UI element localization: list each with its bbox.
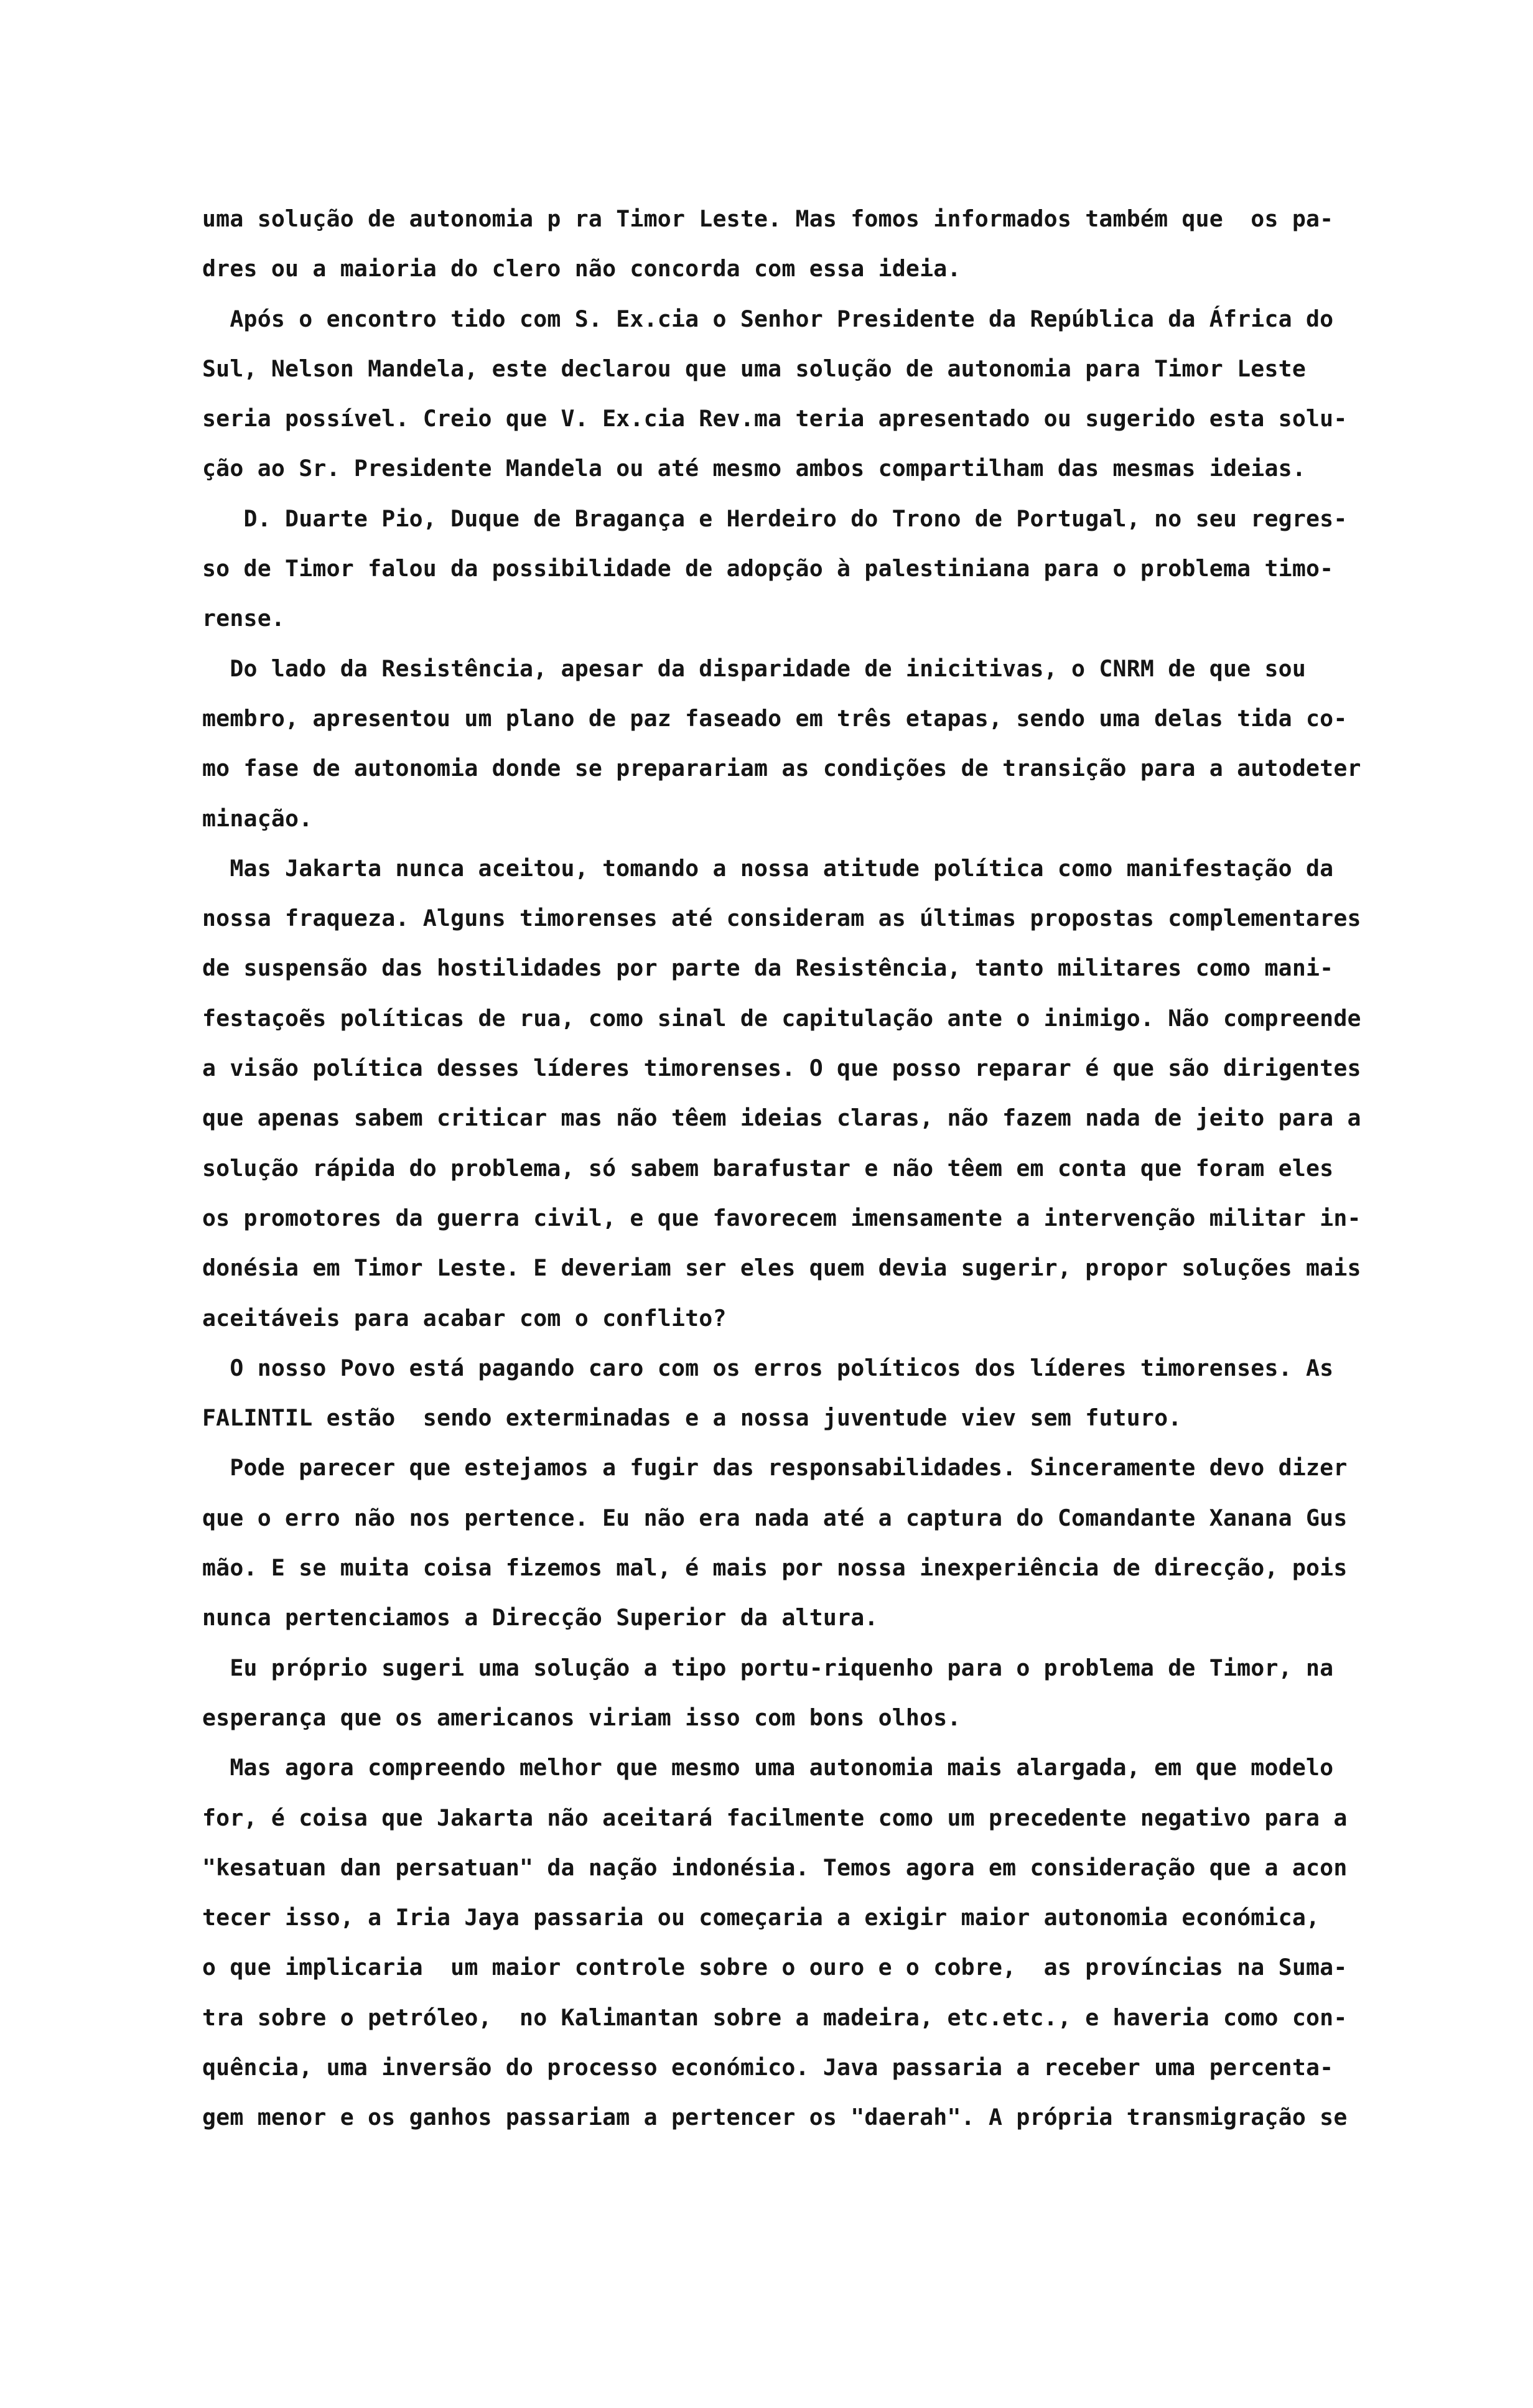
text-line: so de Timor falou da possibilidade de adopção à palestiniana para o problema timo- xyxy=(202,555,1334,582)
text-line: Sul, Nelson Mandela, este declarou que uma solução de autonomia para Timor Leste xyxy=(202,355,1306,382)
text-line: Após o encontro tido com S. Ex.cia o Senhor Presidente da República da África do xyxy=(202,305,1334,332)
text-line: seria possível. Creio que V. Ex.cia Rev.ma teria apresentado ou sugerido esta solu- xyxy=(202,405,1348,432)
text-line: quência, uma inversão do processo económico. Java passaria a receber uma percenta- xyxy=(202,2053,1334,2081)
text-line: os promotores da guerra civil, e que favorecem imensamente a intervenção militar in- xyxy=(202,1204,1361,1231)
text-line: nunca pertenciamos a Direcção Superior da altura. xyxy=(202,1604,878,1631)
text-line: nossa fraqueza. Alguns timorenses até consideram as últimas propostas complementares xyxy=(202,905,1361,932)
text-line: aceitáveis para acabar com o conflito? xyxy=(202,1304,727,1332)
text-line: Do lado da Resistência, apesar da disparidade de inicitivas, o CNRM de que sou xyxy=(202,655,1306,682)
text-line: rense. xyxy=(202,605,286,632)
text-line: solução rápida do problema, só sabem barafustar e não têem em conta que foram eles xyxy=(202,1154,1334,1182)
text-line: festaçoẽs políticas de rua, como sinal de capitulação ante o inimigo. Não compreende xyxy=(202,1004,1361,1032)
text-line: uma solução de autonomia p ra Timor Leste. Mas fomos informados também que os pa- xyxy=(202,205,1334,232)
text-line: a visão política desses líderes timorenses. O que posso reparar é que são dirigentes xyxy=(202,1055,1361,1082)
text-line: que apenas sabem criticar mas não têem ideias claras, não fazem nada de jeito para a xyxy=(202,1104,1361,1132)
text-line: mão. E se muita coisa fizemos mal, é mais por nossa inexperiência de direcção, pois xyxy=(202,1554,1348,1582)
text-line: FALINTIL estão sendo exterminadas e a nossa juventude viev sem futuro. xyxy=(202,1404,1182,1432)
text-line: donésia em Timor Leste. E deveriam ser eles quem devia sugerir, propor soluções mais xyxy=(202,1254,1361,1282)
text-line: de suspensão das hostilidades por parte da Resistência, tanto militares como mani- xyxy=(202,954,1334,982)
body-text xyxy=(202,194,1509,2143)
text-line: esperança que os americanos viriam isso com bons olhos. xyxy=(202,1704,961,1731)
text-line: membro, apresentou um plano de paz faseado em três etapas, sendo uma delas tida co- xyxy=(202,704,1348,732)
text-line: Mas agora compreendo melhor que mesmo uma autonomia mais alargada, em que modelo xyxy=(202,1754,1334,1781)
text-line: ção ao Sr. Presidente Mandela ou até mesmo ambos compartilham das mesmas ideias. xyxy=(202,455,1306,482)
text-line: Pode parecer que estejamos a fugir das responsabilidades. Sinceramente devo dizer xyxy=(202,1454,1348,1482)
text-line: dres ou a maioria do clero não concorda com essa ideia. xyxy=(202,255,961,282)
text-line: for, é coisa que Jakarta não aceitará facilmente como um precedente negativo para a xyxy=(202,1804,1348,1831)
text-line: D. Duarte Pio, Duque de Bragança e Herdeiro do Trono de Portugal, no seu regres- xyxy=(202,505,1348,532)
text-line: tecer isso, a Iria Jaya passaria ou começaria a exigir maior autonomia económica, xyxy=(202,1904,1320,1931)
text-line: que o erro não nos pertence. Eu não era nada até a captura do Comandante Xanana Gus xyxy=(202,1504,1348,1531)
text-line: minação. xyxy=(202,805,313,832)
text-line: O nosso Povo está pagando caro com os erros políticos dos líderes timorenses. As xyxy=(202,1354,1334,1381)
text-line: o que implicaria um maior controle sobre o ouro e o cobre, as províncias na Suma- xyxy=(202,1954,1348,1981)
text-line: mo fase de autonomia donde se preparariam as condições de transição para a autodeter xyxy=(202,755,1361,782)
text-line: Mas Jakarta nunca aceitou, tomando a nossa atitude política como manifestação da xyxy=(202,854,1334,882)
text-line: gem menor e os ganhos passariam a pertencer os "daerah". A própria transmigração se xyxy=(202,2104,1348,2131)
text-line: tra sobre o petróleo, no Kalimantan sobre a madeira, etc.etc., e haveria como con- xyxy=(202,2004,1348,2031)
text-line: Eu próprio sugeri uma solução a tipo portu-riquenho para o problema de Timor, na xyxy=(202,1654,1334,1681)
text-line: "kesatuan dan persatuan" da nação indonésia. Temos agora em consideração que a acon xyxy=(202,1854,1348,1881)
